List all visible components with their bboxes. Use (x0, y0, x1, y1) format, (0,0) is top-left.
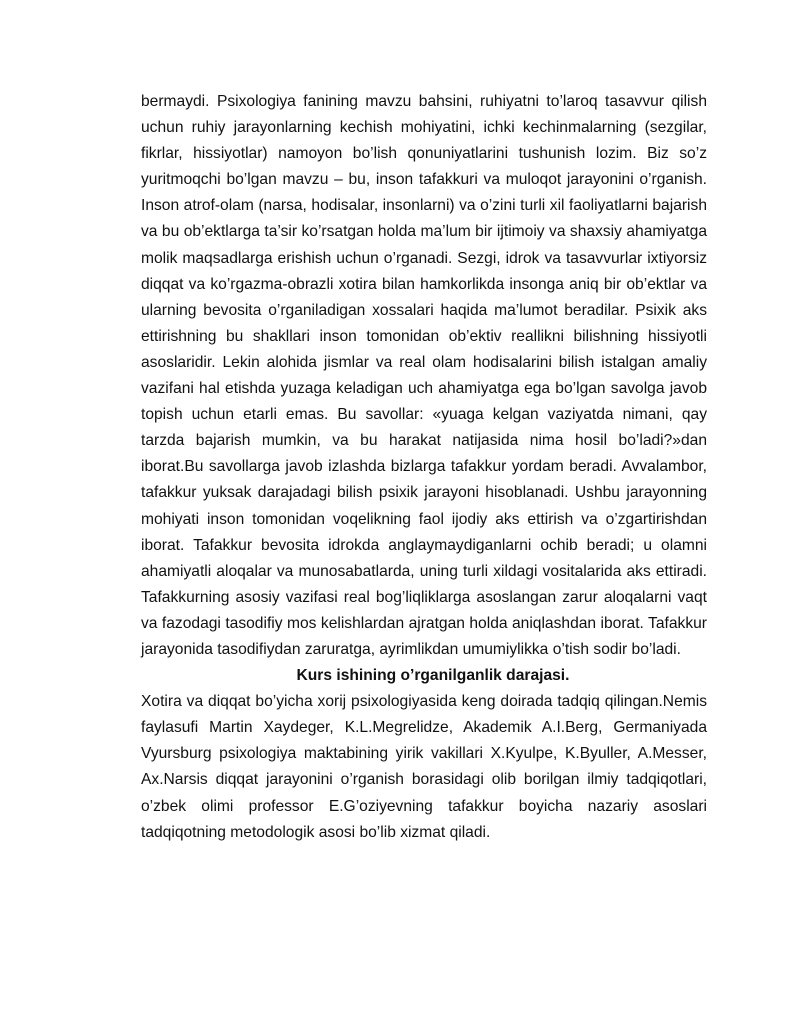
body-paragraph-2: Xotira va diqqat bo’yicha xorij psixologiyasida keng doirada tadqiq qilingan.Nemis faylasufi Martin Xaydeger, K.L.Megrelidze, Akademik A.I.Berg, Germaniyada Vyursburg psixologiya maktabining yirik vakillari X.Kyulpe, K.Byuller, A.Messer, Ax.Narsis diqqat jarayonini o’rganish borasidagi olib borilgan ilmiy tadqiqotlari, o’zbek olimi professor E.G’oziyevning tafakkur boyicha nazariy asoslari tadqiqotning metodologik asosi bo’lib xizmat qiladi. (141, 693, 707, 841)
section-heading: Kurs ishining o’rganilganlik darajasi. (296, 667, 570, 685)
document-body (141, 89, 707, 846)
body-paragraph-1: bermaydi. Psixologiya fanining mavzu bahsini, ruhiyatni to’laroq tasavvur qilish uchun ruhiy jarayonlarning kechish mohiyatini, ichki kechinmalarning (sezgilar, fikrlar, hissiyotlar) namoyon bo’lish qonuniyatlarini tushunish lozim. Biz so’z yuritmoqchi bo’lgan mavzu – bu, inson tafakkuri va muloqot jarayonini o’rganish. Inson atrof-olam (narsa, hodisalar, insonlarni) va o’zini turli xil faoliyatlarni bajarish va bu ob’ektlarga ta’sir ko’rsatgan holda ma’lum bir ijtimoiy va shaxsiy ahamiyatga molik maqsadlarga erishish uchun o’rganadi. Sezgi, idrok va tasavvurlar ixtiyorsiz diqqat va ko’rgazma-obrazli xotira bilan hamkorlikda insonga aniq bir ob’ektlar va ularning bevosita o’rganiladigan xossalari haqida ma’lumot beradilar. Psixik aks ettirishning bu shakllari inson tomonidan ob’ektiv reallikni bilishning hissiyotli asoslaridir. Lekin alohida jismlar va real olam hodisalarini bilish istalgan amaliy vazifani hal etishda yuzaga keladigan uch ahamiyatga ega bo’lgan savolga javob topish uchun etarli emas. Bu savollar: «yuaga kelgan vaziyatda nimani, qay tarzda bajarish mumkin, va bu harakat natijasida nima hosil bo’ladi?»dan iborat.Bu savollarga javob izlashda bizlarga tafakkur yordam beradi. Avvalambor, tafakkur yuksak darajadagi bilish psixik jarayoni hisoblanadi. Ushbu jarayonning mohiyati inson tomonidan voqelikning faol ijodiy aks ettirish va o’zgartirishdan iborat. Tafakkur bevosita idrokda anglaymaydiganlarni ochib beradi; u olamni ahamiyatli aloqalar va munosabatlarda, uning turli xildagi vositalarida aks ettiradi. Tafakkurning asosiy vazifasi real bog’liqliklarga asoslangan zarur aloqalarni vaqt va fazodagi tasodifiy mos kelishlardan ajratgan holda aniqlashdan iborat. Tafakkur jarayonida tasodifiydan zaruratga, ayrimlikdan umumiylikka o’tish sodir bo’ladi. (141, 93, 707, 658)
